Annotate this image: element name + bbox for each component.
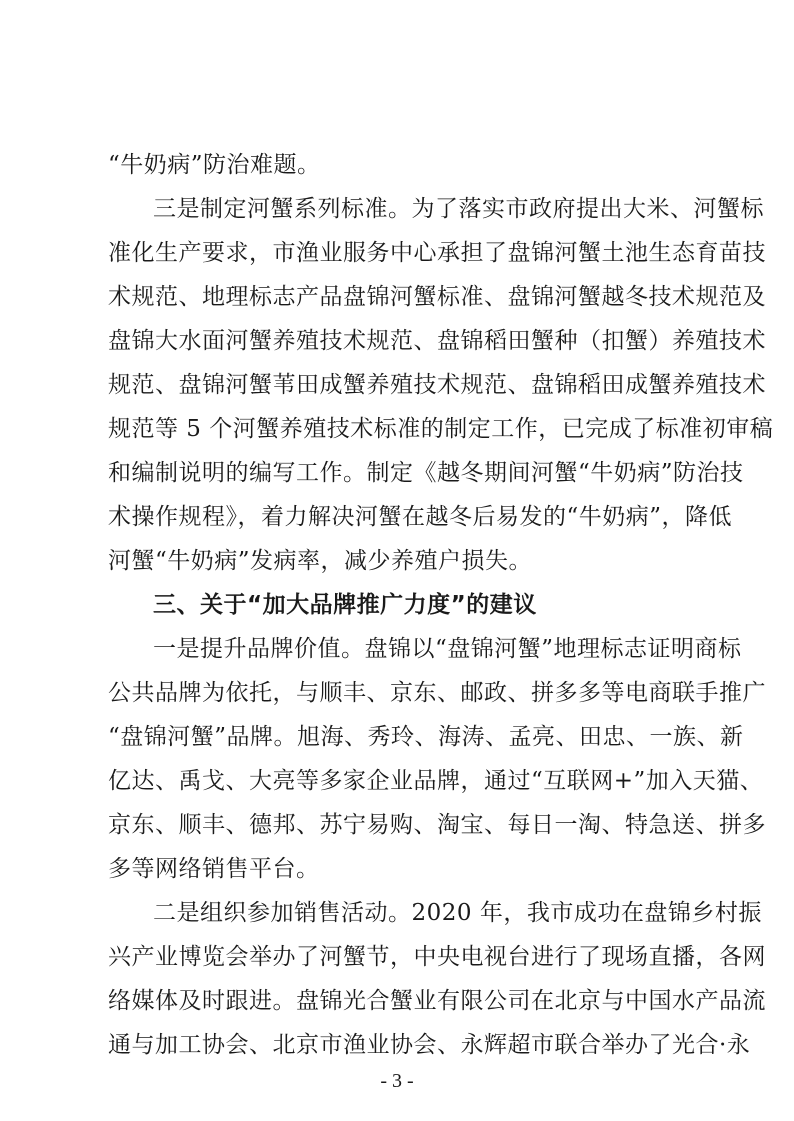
paragraph-line: 河蟹“牛奶病”发病率，减少养殖户损失。 [108, 548, 533, 574]
paragraph-line: 亿达、禹戈、大亮等多家企业品牌，通过“互联网+”加入天猫、 [108, 768, 764, 794]
paragraph-line: 兴产业博览会举办了河蟹节，中央电视台进行了现场直播，各网 [108, 944, 766, 970]
paragraph-line: 术规范、地理标志产品盘锦河蟹标准、盘锦河蟹越冬技术规范及 [108, 284, 766, 310]
paragraph-line: 络媒体及时跟进。盘锦光合蟹业有限公司在北京与中国水产品流 [108, 988, 766, 1014]
paragraph-line: 多等网络销售平台。 [108, 856, 320, 882]
paragraph-line: “牛奶病”防治难题。 [108, 152, 321, 178]
paragraph-line: “盘锦河蟹”品牌。旭海、秀玲、海涛、孟亮、田忠、一族、新 [108, 724, 744, 750]
page-number: - 3 - [380, 1070, 414, 1092]
section-heading: 三、关于“加大品牌推广力度”的建议 [153, 592, 537, 618]
paragraph-line: 术操作规程》，着力解决河蟹在越冬后易发的“牛奶病”，降低 [108, 504, 733, 530]
paragraph-line: 京东、顺丰、德邦、苏宁易购、淘宝、每日一淘、特急送、拼多 [108, 812, 766, 838]
paragraph-line: 规范等 5 个河蟹养殖技术标准的制定工作，已完成了标准初审稿 [108, 416, 774, 442]
paragraph-line: 规范、盘锦河蟹苇田成蟹养殖技术规范、盘锦稻田成蟹养殖技术 [108, 372, 766, 398]
paragraph-line: 三是制定河蟹系列标准。为了落实市政府提出大米、河蟹标 [153, 196, 764, 222]
paragraph-line: 通与加工协会、北京市渔业协会、永辉超市联合举办了光合·永 [108, 1032, 751, 1058]
paragraph-line: 和编制说明的编写工作。制定《越冬期间河蟹“牛奶病”防治技 [108, 460, 744, 486]
paragraph-line: 二是组织参加销售活动。2020 年，我市成功在盘锦乡村振 [153, 900, 762, 926]
paragraph-line: 准化生产要求，市渔业服务中心承担了盘锦河蟹土池生态育苗技 [108, 240, 766, 266]
paragraph-line: 公共品牌为依托，与顺丰、京东、邮政、拼多多等电商联手推广 [108, 680, 766, 706]
paragraph-line: 盘锦大水面河蟹养殖技术规范、盘锦稻田蟹种（扣蟹）养殖技术 [108, 328, 766, 354]
paragraph-line: 一是提升品牌价值。盘锦以“盘锦河蟹”地理标志证明商标 [153, 636, 742, 662]
